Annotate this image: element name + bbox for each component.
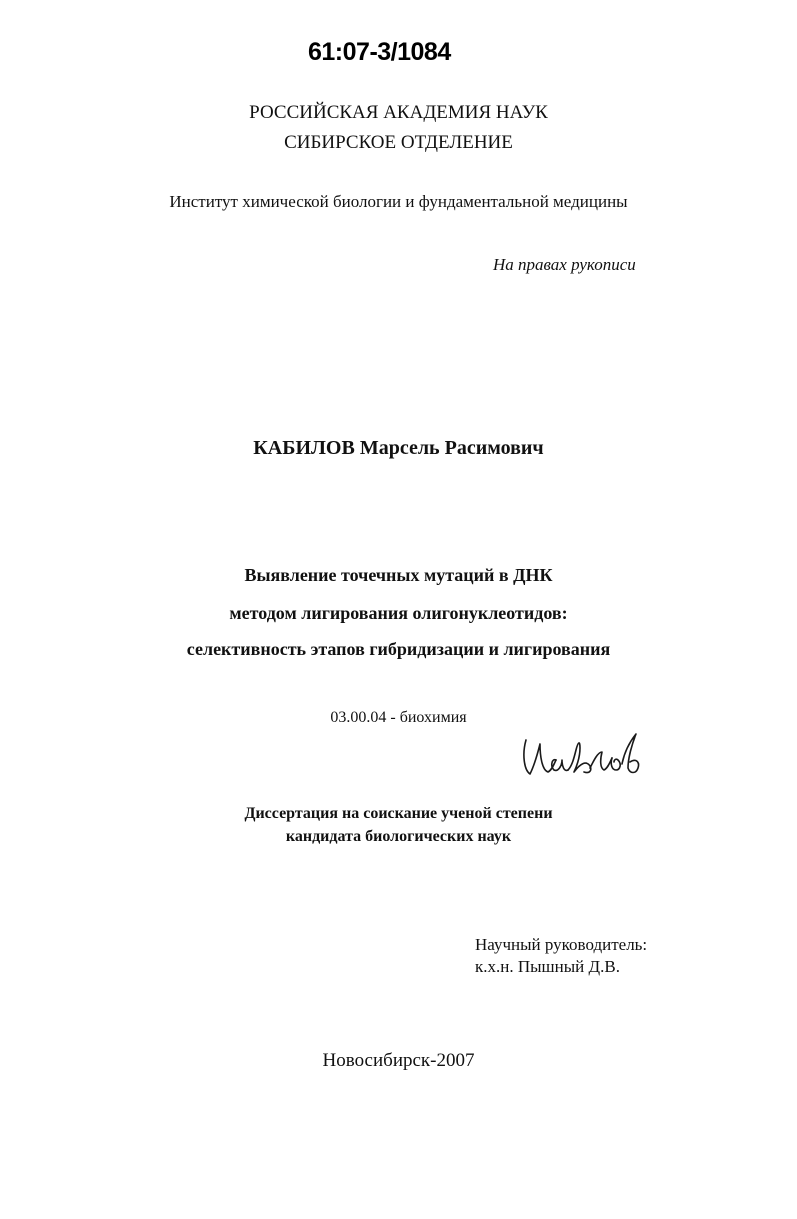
- supervisor-name: к.х.н. Пышный Д.В.: [475, 957, 620, 976]
- manuscript-note: На правах рукописи: [493, 255, 636, 274]
- supervisor-label: Научный руководитель:: [475, 935, 648, 954]
- academy-name: РОССИЙСКАЯ АКАДЕМИЯ НАУК: [249, 102, 548, 123]
- author-signature: [518, 730, 648, 786]
- institute-name: Институт химической биологии и фундаментальной медицины: [169, 192, 628, 211]
- branch-name: СИБИРСКОЕ ОТДЕЛЕНИЕ: [284, 132, 513, 153]
- specialty-code: 03.00.04 - биохимия: [330, 709, 467, 726]
- thesis-title-line-3: селективность этапов гибридизации и лигирования: [186, 639, 611, 659]
- thesis-title-line-1: Выявление точечных мутаций в ДНК: [244, 565, 553, 585]
- degree-line-1: Диссертация на соискание ученой степени: [244, 805, 553, 822]
- degree-line-2: кандидата биологических наук: [285, 828, 512, 845]
- registry-number: 61:07-3/1084: [308, 38, 451, 66]
- author-name: КАБИЛОВ Марсель Расимович: [253, 437, 544, 459]
- thesis-title-line-2: методом лигирования олигонуклеотидов:: [229, 603, 568, 623]
- place-year: Новосибирск-2007: [322, 1050, 475, 1071]
